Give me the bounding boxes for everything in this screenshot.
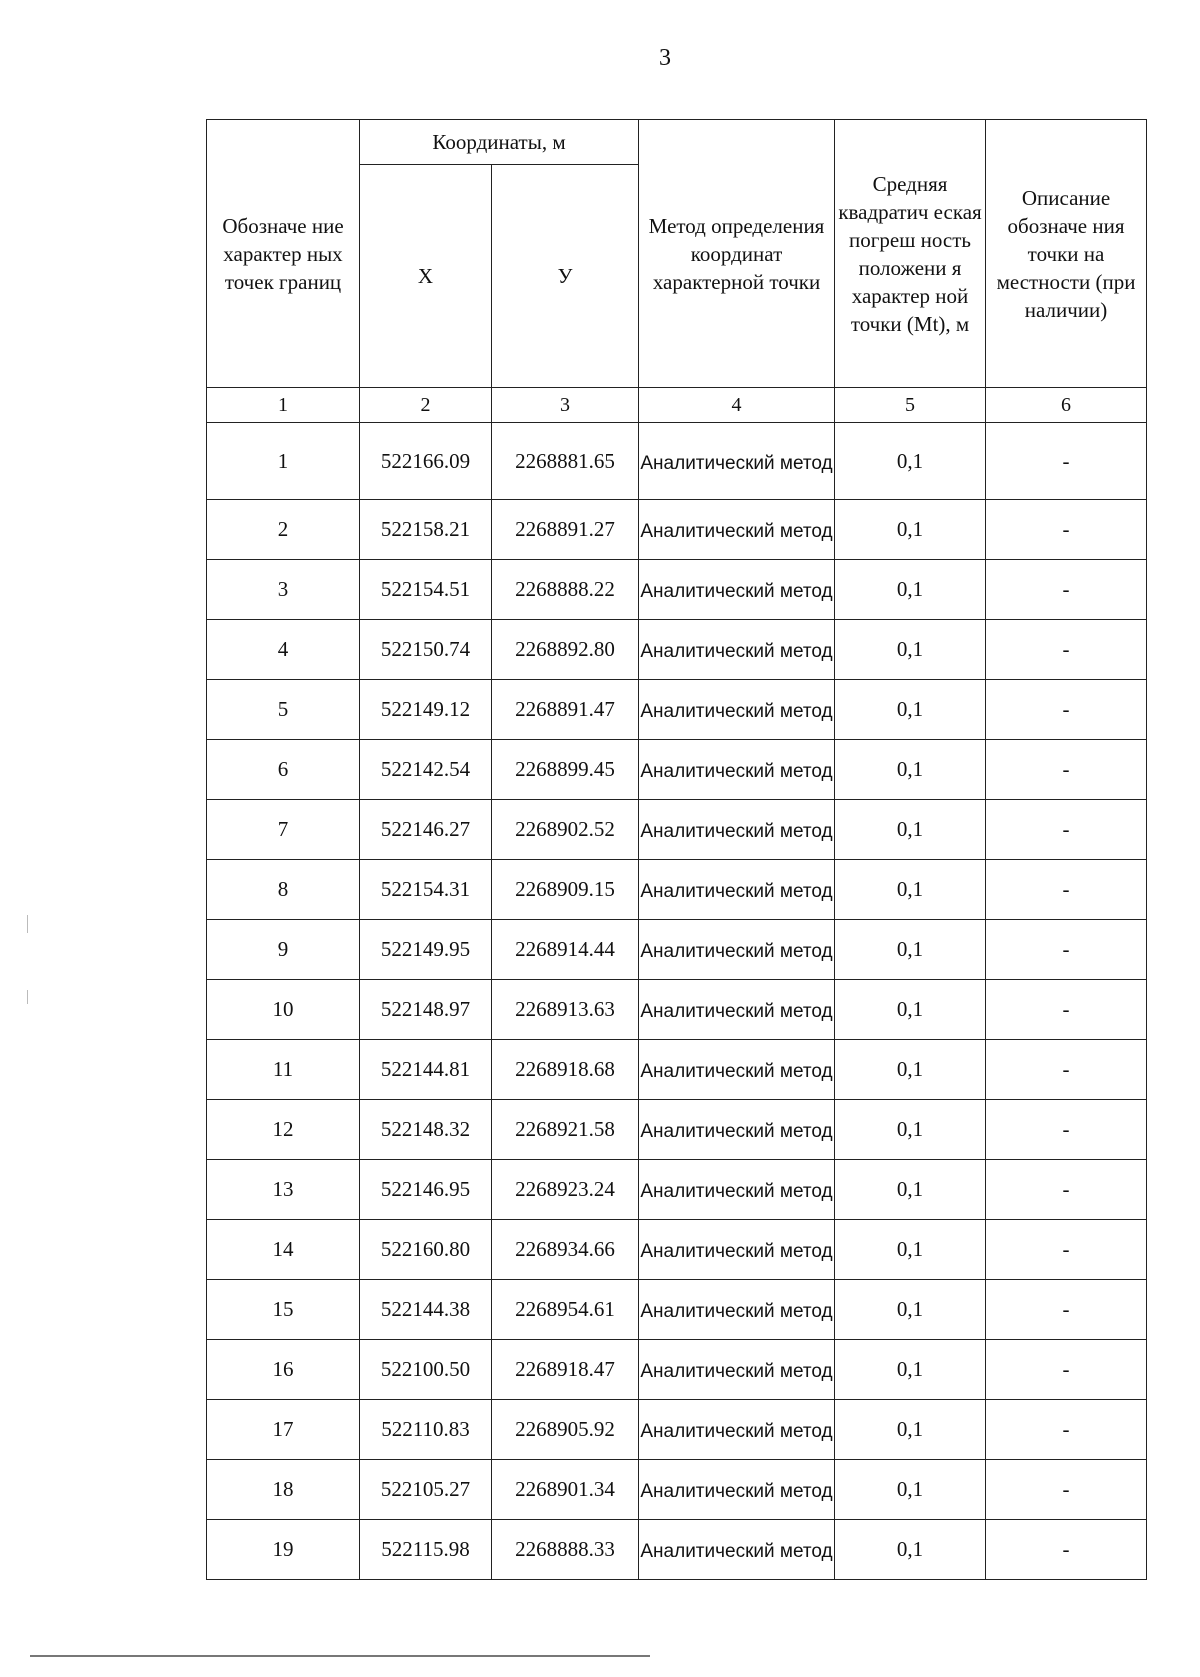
error-cell: 0,1: [835, 1520, 986, 1580]
error-cell: 0,1: [835, 1040, 986, 1100]
method-cell: Аналитический метод: [639, 1040, 835, 1100]
y-coordinate-cell: 2268923.24: [492, 1160, 639, 1220]
table-row: [207, 1040, 1147, 1100]
x-coordinate-cell: 522142.54: [360, 740, 492, 800]
error-cell: 0,1: [835, 740, 986, 800]
column-number: 3: [492, 388, 639, 423]
x-coordinate-cell: 522144.81: [360, 1040, 492, 1100]
method-cell: Аналитический метод: [639, 500, 835, 560]
y-coordinate-cell: 2268881.65: [492, 423, 639, 500]
column-number-row: [207, 388, 1147, 423]
point-number-cell: 5: [207, 680, 360, 740]
table-row: [207, 1460, 1147, 1520]
method-cell: Аналитический метод: [639, 740, 835, 800]
method-cell: Аналитический метод: [639, 1160, 835, 1220]
x-coordinate-cell: 522144.38: [360, 1280, 492, 1340]
method-cell: Аналитический метод: [639, 680, 835, 740]
y-coordinate-cell: 2268892.80: [492, 620, 639, 680]
y-coordinate-cell: 2268901.34: [492, 1460, 639, 1520]
error-cell: 0,1: [835, 500, 986, 560]
description-cell: -: [986, 1100, 1147, 1160]
description-cell: -: [986, 1400, 1147, 1460]
y-coordinate-cell: 2268888.33: [492, 1520, 639, 1580]
error-cell: 0,1: [835, 920, 986, 980]
y-coordinate-cell: 2268909.15: [492, 860, 639, 920]
table-row: [207, 860, 1147, 920]
point-number-cell: 12: [207, 1100, 360, 1160]
y-coordinate-cell: 2268891.27: [492, 500, 639, 560]
error-cell: 0,1: [835, 980, 986, 1040]
error-cell: 0,1: [835, 680, 986, 740]
header-description: Описание обозначе ния точки на местности (при наличии): [986, 120, 1147, 388]
point-number-cell: 3: [207, 560, 360, 620]
y-coordinate-cell: 2268905.92: [492, 1400, 639, 1460]
error-cell: 0,1: [835, 1280, 986, 1340]
column-number: 1: [207, 388, 360, 423]
header-error: Средняя квадратич еская погреш ность положени я характер ной точки (Mt), м: [835, 120, 986, 388]
point-number-cell: 4: [207, 620, 360, 680]
table-row: [207, 920, 1147, 980]
table-row: [207, 620, 1147, 680]
method-cell: Аналитический метод: [639, 800, 835, 860]
point-number-cell: 10: [207, 980, 360, 1040]
x-coordinate-cell: 522146.27: [360, 800, 492, 860]
table-row: [207, 1160, 1147, 1220]
error-cell: 0,1: [835, 620, 986, 680]
table-row: [207, 740, 1147, 800]
method-cell: Аналитический метод: [639, 1280, 835, 1340]
error-cell: 0,1: [835, 860, 986, 920]
method-cell: Аналитический метод: [639, 1520, 835, 1580]
x-coordinate-cell: 522100.50: [360, 1340, 492, 1400]
column-number: 6: [986, 388, 1147, 423]
x-coordinate-cell: 522115.98: [360, 1520, 492, 1580]
description-cell: -: [986, 500, 1147, 560]
table-row: [207, 423, 1147, 500]
point-number-cell: 15: [207, 1280, 360, 1340]
error-cell: 0,1: [835, 423, 986, 500]
point-number-cell: 9: [207, 920, 360, 980]
error-cell: 0,1: [835, 1340, 986, 1400]
description-cell: -: [986, 860, 1147, 920]
method-cell: Аналитический метод: [639, 1100, 835, 1160]
error-cell: 0,1: [835, 1400, 986, 1460]
point-number-cell: 14: [207, 1220, 360, 1280]
header-designation: Обозначе ние характер ных точек границ: [207, 120, 360, 388]
y-coordinate-cell: 2268891.47: [492, 680, 639, 740]
x-coordinate-cell: 522149.95: [360, 920, 492, 980]
description-cell: -: [986, 800, 1147, 860]
y-coordinate-cell: 2268899.45: [492, 740, 639, 800]
scan-edge-mark: [27, 915, 28, 933]
x-coordinate-cell: 522105.27: [360, 1460, 492, 1520]
table-row: [207, 500, 1147, 560]
column-number: 2: [360, 388, 492, 423]
method-cell: Аналитический метод: [639, 1220, 835, 1280]
description-cell: -: [986, 1040, 1147, 1100]
description-cell: -: [986, 423, 1147, 500]
table-row: [207, 680, 1147, 740]
point-number-cell: 7: [207, 800, 360, 860]
x-coordinate-cell: 522154.51: [360, 560, 492, 620]
x-coordinate-cell: 522149.12: [360, 680, 492, 740]
column-number: 5: [835, 388, 986, 423]
x-coordinate-cell: 522166.09: [360, 423, 492, 500]
description-cell: -: [986, 1340, 1147, 1400]
method-cell: Аналитический метод: [639, 1400, 835, 1460]
column-number: 4: [639, 388, 835, 423]
point-number-cell: 11: [207, 1040, 360, 1100]
table-row: [207, 1280, 1147, 1340]
point-number-cell: 17: [207, 1400, 360, 1460]
description-cell: -: [986, 1280, 1147, 1340]
header-y: У: [492, 165, 639, 388]
point-number-cell: 1: [207, 423, 360, 500]
header-method: Метод определения координат характерной точки: [639, 120, 835, 388]
table-row: [207, 1100, 1147, 1160]
table-row: [207, 1520, 1147, 1580]
description-cell: -: [986, 620, 1147, 680]
description-cell: -: [986, 1520, 1147, 1580]
table-body: [207, 423, 1147, 1580]
header-x: Х: [360, 165, 492, 388]
x-coordinate-cell: 522110.83: [360, 1400, 492, 1460]
table-row: [207, 980, 1147, 1040]
table-row: [207, 1220, 1147, 1280]
y-coordinate-cell: 2268888.22: [492, 560, 639, 620]
error-cell: 0,1: [835, 560, 986, 620]
table-row: [207, 1340, 1147, 1400]
error-cell: 0,1: [835, 800, 986, 860]
description-cell: -: [986, 980, 1147, 1040]
method-cell: Аналитический метод: [639, 920, 835, 980]
y-coordinate-cell: 2268934.66: [492, 1220, 639, 1280]
y-coordinate-cell: 2268914.44: [492, 920, 639, 980]
point-number-cell: 13: [207, 1160, 360, 1220]
error-cell: 0,1: [835, 1220, 986, 1280]
point-number-cell: 18: [207, 1460, 360, 1520]
coordinates-table: [206, 119, 1147, 1580]
table-row: [207, 800, 1147, 860]
point-number-cell: 6: [207, 740, 360, 800]
description-cell: -: [986, 560, 1147, 620]
error-cell: 0,1: [835, 1160, 986, 1220]
y-coordinate-cell: 2268902.52: [492, 800, 639, 860]
method-cell: Аналитический метод: [639, 620, 835, 680]
page-number: 3: [659, 45, 671, 71]
error-cell: 0,1: [835, 1100, 986, 1160]
scan-edge-mark: [27, 990, 28, 1004]
x-coordinate-cell: 522160.80: [360, 1220, 492, 1280]
point-number-cell: 2: [207, 500, 360, 560]
header-coordinates: Координаты, м: [360, 120, 639, 165]
x-coordinate-cell: 522146.95: [360, 1160, 492, 1220]
x-coordinate-cell: 522154.31: [360, 860, 492, 920]
y-coordinate-cell: 2268918.47: [492, 1340, 639, 1400]
point-number-cell: 16: [207, 1340, 360, 1400]
description-cell: -: [986, 1160, 1147, 1220]
error-cell: 0,1: [835, 1460, 986, 1520]
description-cell: -: [986, 680, 1147, 740]
y-coordinate-cell: 2268954.61: [492, 1280, 639, 1340]
point-number-cell: 19: [207, 1520, 360, 1580]
method-cell: Аналитический метод: [639, 860, 835, 920]
x-coordinate-cell: 522150.74: [360, 620, 492, 680]
footer-rule: [30, 1655, 650, 1657]
x-coordinate-cell: 522148.97: [360, 980, 492, 1040]
table-row: [207, 1400, 1147, 1460]
table-row: [207, 560, 1147, 620]
x-coordinate-cell: 522158.21: [360, 500, 492, 560]
point-number-cell: 8: [207, 860, 360, 920]
description-cell: -: [986, 1220, 1147, 1280]
y-coordinate-cell: 2268918.68: [492, 1040, 639, 1100]
y-coordinate-cell: 2268921.58: [492, 1100, 639, 1160]
method-cell: Аналитический метод: [639, 423, 835, 500]
description-cell: -: [986, 1460, 1147, 1520]
method-cell: Аналитический метод: [639, 560, 835, 620]
y-coordinate-cell: 2268913.63: [492, 980, 639, 1040]
method-cell: Аналитический метод: [639, 1340, 835, 1400]
method-cell: Аналитический метод: [639, 980, 835, 1040]
description-cell: -: [986, 920, 1147, 980]
x-coordinate-cell: 522148.32: [360, 1100, 492, 1160]
description-cell: -: [986, 740, 1147, 800]
method-cell: Аналитический метод: [639, 1460, 835, 1520]
